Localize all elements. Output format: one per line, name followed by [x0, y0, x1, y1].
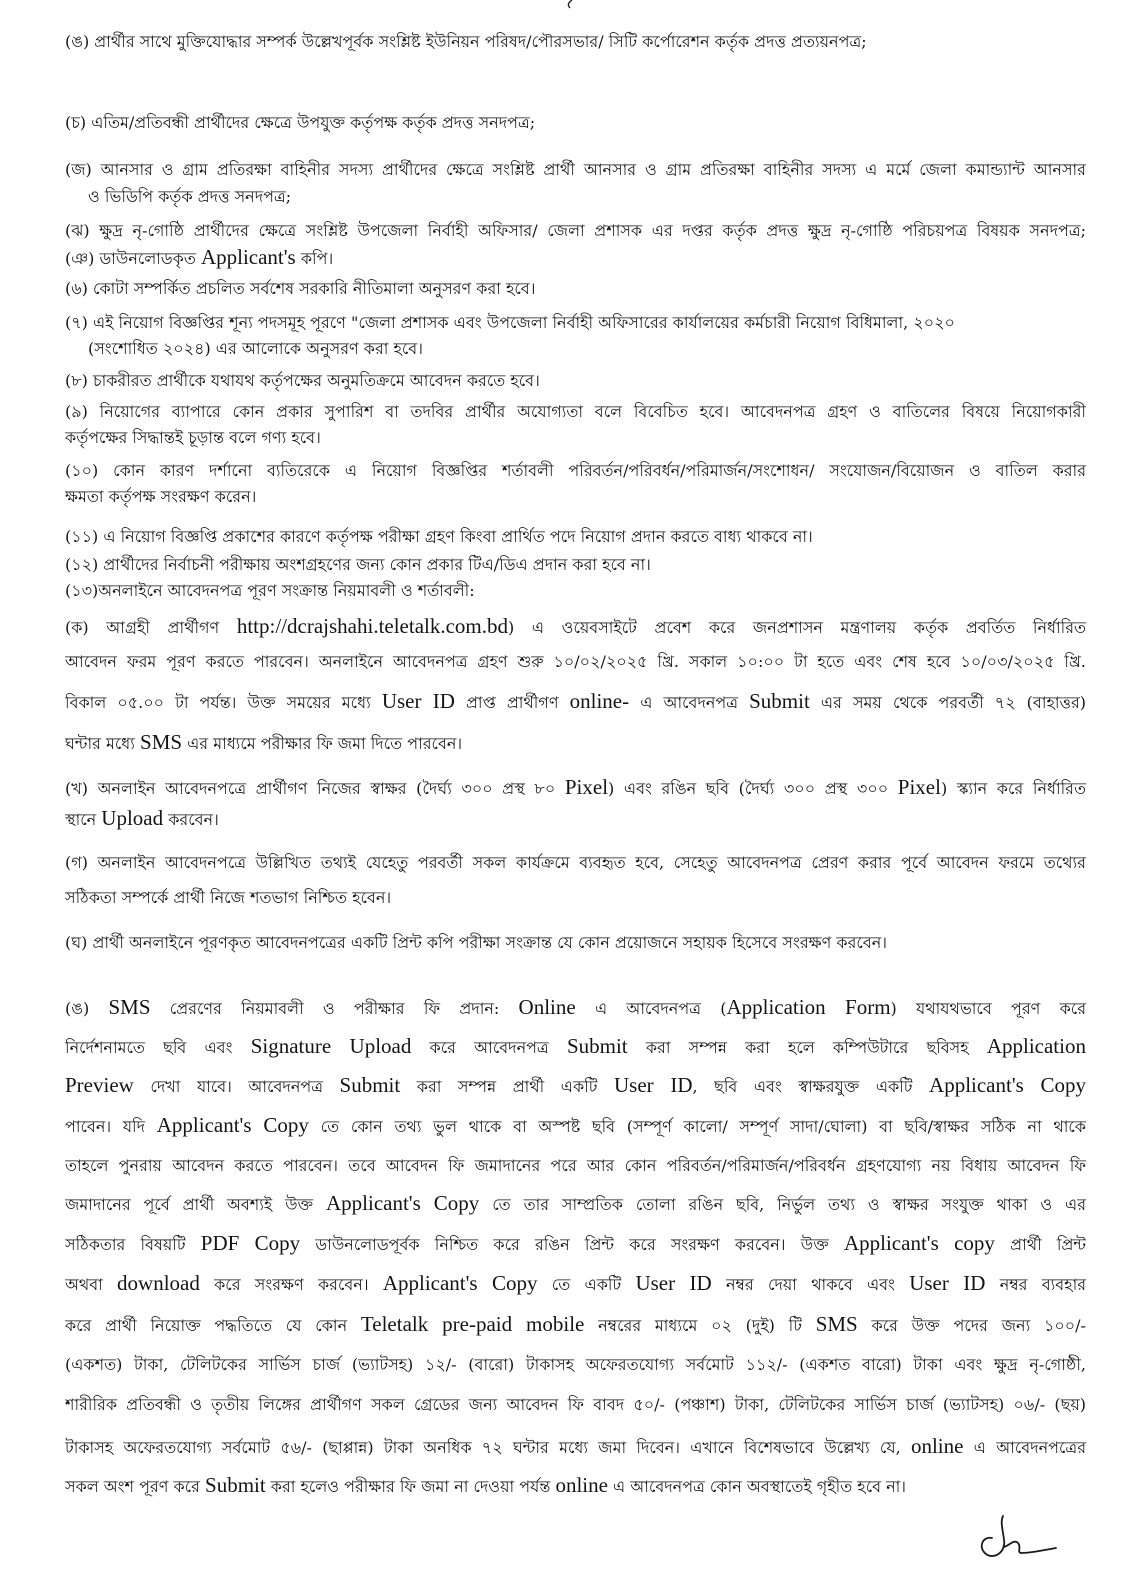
line-text: শারীরিক প্রতিবন্ধী ও তৃতীয় লিঙ্গের প্রার্থীগণ সকল গ্রেডের জন্য আবেদন ফি বাবদ ৫০/- (পঞ্চাশ) টাকা, টেলিটকের সার্ভিস চার্জ (ভ্যাটসহ) ০৬/- (ছয়) — [65, 1395, 1086, 1414]
latin-term: online- — [569, 689, 630, 713]
item-sms-rules-line-1 — [65, 992, 1088, 1022]
item-sms-rules-line-2 — [65, 1031, 1088, 1061]
line-text: ক্ষমতা কর্তৃপক্ষ সংরক্ষণ করেন। — [65, 487, 257, 506]
line-text: অথবা download করে সংরক্ষণ করবেন। Applicant's Copy তে একটি User ID নম্বর দেয়া থাকবে এবং User ID নম্বর ব্যবহার — [65, 1271, 1087, 1295]
latin-term: User ID — [635, 1271, 712, 1295]
latin-term: Signature Upload — [250, 1034, 412, 1058]
handwritten-signature — [960, 1505, 1060, 1565]
item-8-employed — [65, 366, 1088, 396]
item-ka-website-line-1 — [65, 611, 1088, 641]
latin-term: SMS — [140, 730, 183, 754]
line-text: (খ) অনলাইন আবেদনপত্রে প্রার্থীগণ নিজের স্বাক্ষর (দৈর্ঘ্য ৩০০ প্রস্থ ৮০ Pixel) এবং রঙিন ছবি (দৈর্ঘ্য ৩০০ প্রস্থ ৩০০ Pixel) স্ক্যান করে নির্ধারিত — [65, 775, 1086, 799]
item-sms-rules-line-11 — [65, 1390, 1088, 1420]
item-ga-accuracy-line-1 — [65, 848, 1088, 878]
latin-term: SMS — [815, 1312, 858, 1336]
latin-term: Applicant's Copy — [325, 1191, 480, 1215]
line-text: (ক) আগ্রহী প্রার্থীগণ http://dcrajshahi.teletalk.com.bd) এ ওয়েবসাইটে প্রবেশ করে জনপ্রশাসন মন্ত্রণালয় কর্তৃক প্রবর্তিত নির্ধারিত — [65, 614, 1086, 638]
item-cha-certificate — [65, 108, 1088, 138]
latin-term: User ID — [381, 689, 455, 713]
latin-term: Application — [986, 1034, 1086, 1058]
item-ja-ansar-line-2 — [88, 182, 1088, 212]
latin-term: Online — [518, 995, 576, 1019]
item-13-online-rules-heading — [65, 576, 1088, 606]
line-text: (১১) এ নিয়োগ বিজ্ঞপ্তি প্রকাশের কারণে কর্তৃপক্ষ পরীক্ষা গ্রহণ কিংবা প্রার্থিত পদে নিয়োগ প্রদান করতে বাধ্য থাকবে না। — [65, 527, 813, 546]
line-text: (ঞ) ডাউনলোডকৃত Applicant's কপি। — [65, 245, 334, 269]
latin-term: Pixel — [564, 775, 609, 799]
item-sms-rules-line-3 — [65, 1070, 1088, 1100]
line-text: (ঙ) প্রার্থীর সাথে মুক্তিযোদ্ধার সম্পর্ক উল্লেখপূর্বক সংশ্লিষ্ট ইউনিয়ন পরিষদ/পৌরসভার/ সিটি কর্পোরেশন কর্তৃক প্রদত্ত প্রত্যয়নপত্র; — [65, 32, 867, 51]
line-text: পাবেন। যদি Applicant's Copy তে কোন তথ্য ভুল থাকে বা অস্পষ্ট ছবি (সম্পূর্ণ কালো/ সম্পূর্ণ সাদা/ঘোলা) বা ছবি/স্বাক্ষর সঠিক না থাকে — [65, 1113, 1086, 1137]
latin-term: Applicant's Copy — [929, 1073, 1087, 1097]
line-text: সকল অংশ পূরণ করে Submit করা হলেও পরীক্ষার ফি জমা না দেওয়া পর্যন্ত online এ আবেদনপত্র কোন অবস্থাতেই গৃহীত হবে না। — [65, 1473, 907, 1497]
latin-term: Pixel — [897, 775, 941, 799]
latin-term: Applicant's copy — [843, 1231, 995, 1255]
item-gha-print-copy — [65, 928, 1088, 958]
line-text: নির্দেশনামতে ছবি এবং Signature Upload করে আবেদনপত্র Submit করা সম্পন্ন করা হলে কম্পিউটারে ছবিসহ Application — [65, 1034, 1086, 1058]
line-text: (৮) চাকরীরত প্রার্থীকে যথাযথ কর্তৃপক্ষের অনুমতিক্রমে আবেদন করতে হবে। — [65, 371, 540, 390]
line-text: (ঘ) প্রার্থী অনলাইনে পূরণকৃত আবেদনপত্রের একটি প্রিন্ট কপি পরীক্ষা সংক্রান্ত যে কোন প্রয়োজনে সহায়ক হিসেবে সংরক্ষণ করবেন। — [65, 933, 887, 952]
line-text: Preview দেখা যাবে। আবেদনপত্র Submit করা সম্পন্ন প্রার্থী একটি User ID, ছবি এবং স্বাক্ষরযুক্ত একটি Applicant's Copy — [65, 1073, 1087, 1097]
page-number-fragment — [560, 0, 580, 10]
line-text: (১৩)অনলাইনে আবেদনপত্র পূরণ সংক্রান্ত নিয়মাবলী ও শর্তাবলী: — [65, 581, 475, 600]
latin-term: download — [117, 1271, 200, 1295]
line-text: আবেদন ফরম পূরণ করতে পারবেন। অনলাইনে আবেদনপত্র গ্রহণ শুরু ১০/০২/২০২৫ খ্রি. সকাল ১০:০০ টা হতে এবং শেষ হবে ১০/০৩/২০২৫ খ্রি. — [65, 652, 1086, 671]
line-text: (চ) এতিম/প্রতিবন্ধী প্রার্থীদের ক্ষেত্রে উপযুক্ত কর্তৃপক্ষ কর্তৃক প্রদত্ত সনদপত্র; — [65, 113, 536, 132]
item-9-lobbying-line-2 — [65, 423, 1088, 453]
latin-term: User ID — [614, 1073, 693, 1097]
item-10-amendment-line-2 — [65, 482, 1088, 512]
line-text: (জ) আনসার ও গ্রাম প্রতিরক্ষা বাহিনীর সদস্য প্রার্থীদের ক্ষেত্রে সংশ্লিষ্ট প্রার্থী আনসার ও গ্রাম প্রতিরক্ষা বাহিনীর সদস্য এ মর্মে জেলা কমান্ড্যান্ট আনসার — [65, 160, 1086, 179]
line-text: করে প্রার্থী নিয়োক্ত পদ্ধতিতে যে কোন Teletalk pre-paid mobile নম্বরের মাধ্যমে ০২ (দুই) টি SMS করে উক্ত পদের জন্য ১০০/- — [65, 1312, 1086, 1336]
item-kha-upload-line-1 — [65, 772, 1088, 802]
line-text: স্থানে Upload করবেন। — [65, 806, 219, 830]
line-text: সঠিকতার বিষয়টি PDF Copy ডাউনলোডপূর্বক নিশ্চিত করে রঙিন প্রিন্ট করে সংরক্ষণ করবেন। উক্ত Applicant's copy প্রার্থী প্রিন্ট — [65, 1231, 1086, 1255]
line-text: ঘন্টার মধ্যে SMS এর মাধ্যমে পরীক্ষার ফি জমা দিতে পারবেন। — [65, 730, 463, 754]
latin-term: Applicant's Copy — [382, 1271, 538, 1295]
item-ka-website-line-4 — [65, 727, 1088, 757]
line-text: (৬) কোটা সম্পর্কিত প্রচলিত সর্বশেষ সরকারি নীতিমালা অনুসরণ করা হবে। — [65, 279, 536, 298]
latin-term: Submit — [205, 1473, 266, 1497]
latin-term: online — [910, 1434, 964, 1458]
latin-term: Applicant's — [200, 245, 296, 269]
item-sms-rules-line-13 — [65, 1470, 1088, 1500]
item-sms-rules-line-5 — [65, 1151, 1088, 1181]
item-sms-rules-line-4 — [65, 1110, 1088, 1140]
latin-term: Preview — [65, 1073, 134, 1097]
line-text: (৯) নিয়োগের ব্যাপারে কোন প্রকার সুপারিশ বা তদবির প্রার্থীর অযোগ্যতা বলে বিবেচিত হবে। আবেদনপত্র গ্রহণ ও বাতিলের বিষয়ে নিয়োগকারী — [65, 402, 1086, 421]
latin-term: Submit — [749, 689, 810, 713]
line-text: (১২) প্রার্থীদের নির্বাচনী পরীক্ষায় অংশগ্রহণের জন্য কোন প্রকার টিএ/ডিএ প্রদান করা হবে না। — [65, 555, 651, 574]
item-sms-rules-line-10 — [65, 1350, 1088, 1380]
line-text: সঠিকতা সম্পর্কে প্রার্থী নিজে শতভাগ নিশ্চিত হবেন। — [65, 888, 392, 907]
item-gha-certificate — [65, 27, 1088, 57]
latin-term: Applicant's Copy — [156, 1113, 309, 1137]
latin-term: Submit — [339, 1073, 401, 1097]
item-ja-ansar-line-1 — [65, 155, 1088, 185]
item-ka-website-line-2 — [65, 647, 1088, 677]
line-text: (১০) কোন কারণ দর্শানো ব্যতিরেকে এ নিয়োগ বিজ্ঞপ্তির শর্তাবলী পরিবর্তন/পরিবর্ধন/পরিমার্জন/সংশোধন/ সংযোজন/বিয়োজন ও বাতিল করার — [65, 461, 1086, 480]
line-text: জমাদানের পূর্বে প্রার্থী অবশ্যই উক্ত Applicant's Copy তে তার সাম্প্রতিক তোলা রঙিন ছবি, নির্ভুল তথ্য ও স্বাক্ষর সংযুক্ত থাকা ও এর — [65, 1191, 1087, 1215]
latin-term: User ID — [909, 1271, 986, 1295]
latin-term: Application Form — [726, 995, 891, 1019]
item-sms-rules-line-8 — [65, 1268, 1088, 1298]
line-text: (সংশোধিত ২০২৪) এর আলোকে অনুসরণ করা হবে। — [88, 339, 423, 358]
item-sms-rules-line-12 — [65, 1431, 1088, 1461]
latin-term: PDF Copy — [200, 1231, 301, 1255]
latin-term: SMS — [108, 995, 151, 1019]
line-text: টাকাসহ অফেরতযোগ্য সর্বমোট ৫৬/- (ছাপ্পান্ন) টাকা অনধিক ৭২ ঘন্টার মধ্যে জমা দিবেন। এখানে বিশেষভাবে উল্লেখ্য যে, online এ আবেদনপত্রের — [65, 1434, 1086, 1458]
line-text: (ঙ) SMS প্রেরণের নিয়মাবলী ও পরীক্ষার ফি প্রদান: Online এ আবেদনপত্র (Application Form) যথাযথভাবে পূরণ করে — [65, 995, 1086, 1019]
item-6-quota — [65, 274, 1088, 304]
line-text: (৭) এই নিয়োগ বিজ্ঞপ্তির শূন্য পদসমূহ পূরণে "জেলা প্রশাসক এবং উপজেলা নির্বাহী অফিসারের কার্যালয়ের কর্মচারী নিয়োগ বিধিমালা, ২০২০ — [65, 313, 955, 332]
item-sms-rules-line-6 — [65, 1188, 1088, 1218]
latin-term: Upload — [101, 806, 164, 830]
line-text: (গ) অনলাইন আবেদনপত্রে উল্লিখিত তথ্যই যেহেতু পরবর্তী সকল কার্যক্রমে ব্যবহৃত হবে, সেহেতু আবেদনপত্র প্রেরণ করার পূর্বে আবেদন ফরমে তথ্যের — [65, 853, 1086, 872]
item-kha-upload-line-2 — [65, 803, 1088, 833]
item-sms-rules-line-7 — [65, 1228, 1088, 1258]
item-sms-rules-line-9 — [65, 1309, 1088, 1339]
line-text: কর্তৃপক্ষের সিদ্ধান্তই চূড়ান্ত বলে গণ্য হবে। — [65, 428, 321, 447]
item-ka-website-line-3 — [65, 686, 1088, 716]
item-ga-accuracy-line-2 — [65, 883, 1088, 913]
line-text: ও ভিডিপি কর্তৃক প্রদত্ত সনদপত্র; — [88, 187, 292, 206]
latin-term: online — [555, 1473, 608, 1497]
line-text: (ঝ) ক্ষুদ্র নৃ-গোষ্ঠি প্রার্থীদের ক্ষেত্রে সংশ্লিষ্ট উপজেলা নির্বাহী অফিসার/ জেলা প্রশাসক এর দপ্তর কর্তৃক প্রদত্ত ক্ষুদ্র নৃ-গোষ্ঠি পরিচয়পত্র বিষয়ক সনদপত্র; — [65, 221, 1086, 240]
line-text: বিকাল ০৫.০০ টা পর্যন্ত। উক্ত সময়ের মধ্যে User ID প্রাপ্ত প্রার্থীগণ online- এ আবেদনপত্র Submit এর সময় থেকে পরবর্তী ৭২ (বাহাত্তর) — [65, 689, 1086, 713]
latin-term: http://dcrajshahi.teletalk.com.bd — [236, 614, 509, 638]
line-text: তাহলে পুনরায় আবেদন করতে পারবেন। তবে আবেদন ফি জমাদানের পরে আর কোন পরিবর্তন/পরিমার্জন/পরিবর্ধন গ্রহণযোগ্য নয় বিধায় আবেদন ফি — [65, 1156, 1086, 1175]
item-7-rules-line-2 — [88, 334, 1088, 364]
line-text: (একশত) টাকা, টেলিটকের সার্ভিস চার্জ (ভ্যাটসহ) ১২/- (বারো) টাকাসহ অফেরতযোগ্য সর্বমোট ১১২/- (একশত বারো) টাকা এবং ক্ষুদ্র নৃ-গোষ্ঠী, — [65, 1355, 1086, 1374]
item-nya-applicant-copy — [65, 242, 1088, 272]
latin-term: Teletalk pre-paid mobile — [360, 1312, 585, 1336]
latin-term: Submit — [566, 1034, 628, 1058]
item-11-obligation — [65, 522, 1088, 552]
